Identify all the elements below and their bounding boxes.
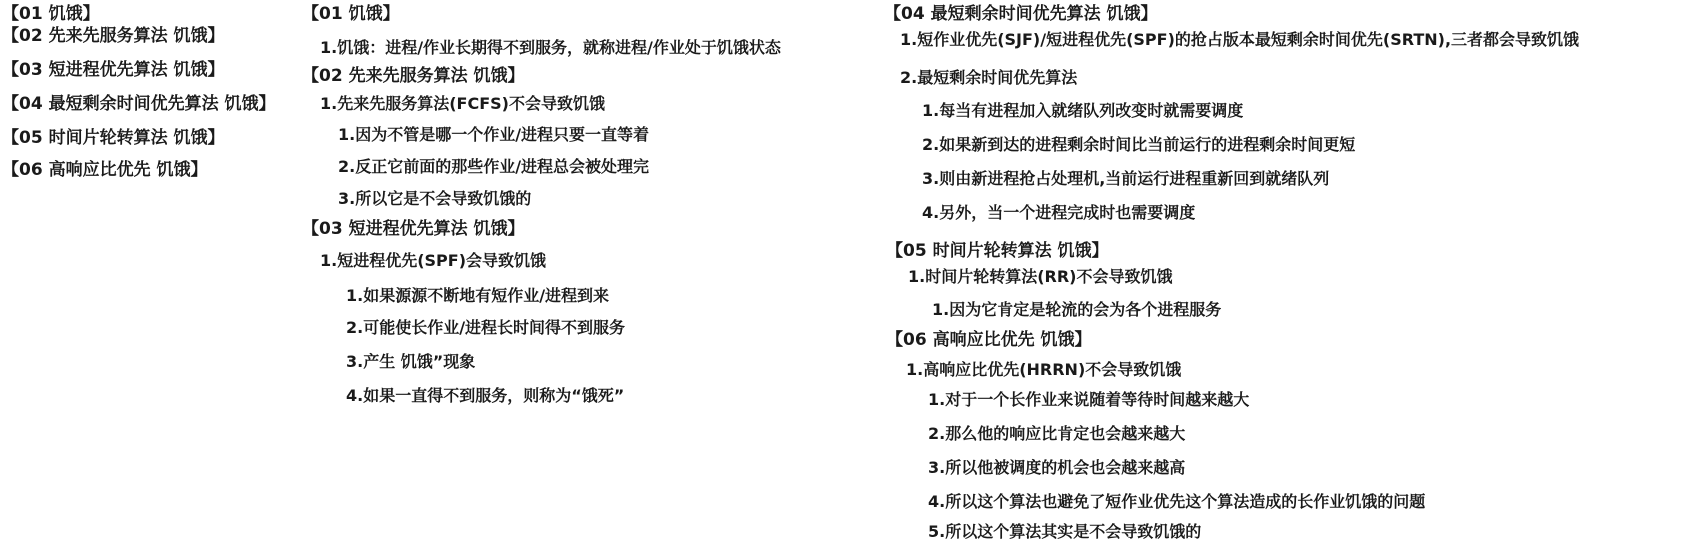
toc-item-04[interactable]: 【04 最短剩余时间优先算法 饥饿】	[2, 94, 276, 114]
section-02-item: 3.所以它是不会导致饥饿的	[338, 189, 532, 208]
section-01-heading: 【01 饥饿】	[302, 4, 400, 24]
section-01-point: 1.饥饿：进程/作业长期得不到服务，就称进程/作业处于饥饿状态	[320, 38, 781, 57]
section-05-item: 1.因为它肯定是轮流的会为各个进程服务	[932, 300, 1222, 319]
section-05-heading: 【05 时间片轮转算法 饥饿】	[886, 241, 1109, 261]
section-03-item: 1.如果源源不断地有短作业/进程到来	[346, 286, 610, 305]
section-04-item: 3.则由新进程抢占处理机,当前运行进程重新回到就绪队列	[922, 169, 1330, 188]
section-02-item: 2.反正它前面的那些作业/进程总会被处理完	[338, 157, 650, 176]
section-06-item: 2.那么他的响应比肯定也会越来越大	[928, 424, 1186, 443]
section-04-heading: 【04 最短剩余时间优先算法 饥饿】	[884, 4, 1158, 24]
toc-item-06[interactable]: 【06 高响应比优先 饥饿】	[2, 160, 208, 180]
section-03-item: 4.如果一直得不到服务，则称为“饿死”	[346, 386, 625, 405]
section-06-point: 1.高响应比优先(HRRN)不会导致饥饿	[906, 360, 1182, 379]
section-04-item: 4.另外，当一个进程完成时也需要调度	[922, 203, 1196, 222]
toc-item-01[interactable]: 【01 饥饿】	[2, 4, 100, 24]
section-04-item: 2.如果新到达的进程剩余时间比当前运行的进程剩余时间更短	[922, 135, 1356, 154]
section-03-heading: 【03 短进程优先算法 饥饿】	[302, 219, 525, 239]
section-05-point: 1.时间片轮转算法(RR)不会导致饥饿	[908, 267, 1173, 286]
section-06-item: 3.所以他被调度的机会也会越来越高	[928, 458, 1186, 477]
section-02-item: 1.因为不管是哪一个作业/进程只要一直等着	[338, 125, 650, 144]
toc-item-02[interactable]: 【02 先来先服务算法 饥饿】	[2, 26, 225, 46]
section-06-item: 1.对于一个长作业来说随着等待时间越来越大	[928, 390, 1250, 409]
section-04-point-1: 1.短作业优先(SJF)/短进程优先(SPF)的抢占版本最短剩余时间优先(SRTN),三者都会导致饥饿	[900, 30, 1580, 49]
section-06-item: 5.所以这个算法其实是不会导致饥饿的	[928, 522, 1202, 541]
section-03-item: 2.可能使长作业/进程长时间得不到服务	[346, 318, 626, 337]
toc-item-03[interactable]: 【03 短进程优先算法 饥饿】	[2, 60, 225, 80]
section-04-item: 1.每当有进程加入就绪队列改变时就需要调度	[922, 101, 1244, 120]
toc-item-05[interactable]: 【05 时间片轮转算法 饥饿】	[2, 128, 225, 148]
section-03-item: 3.产生 饥饿”现象	[346, 352, 476, 371]
section-03-point: 1.短进程优先(SPF)会导致饥饿	[320, 251, 547, 270]
section-02-heading: 【02 先来先服务算法 饥饿】	[302, 66, 525, 86]
section-06-item: 4.所以这个算法也避免了短作业优先这个算法造成的长作业饥饿的问题	[928, 492, 1426, 511]
section-02-point: 1.先来先服务算法(FCFS)不会导致饥饿	[320, 94, 605, 113]
section-04-point-2: 2.最短剩余时间优先算法	[900, 68, 1078, 87]
section-06-heading: 【06 高响应比优先 饥饿】	[886, 330, 1092, 350]
